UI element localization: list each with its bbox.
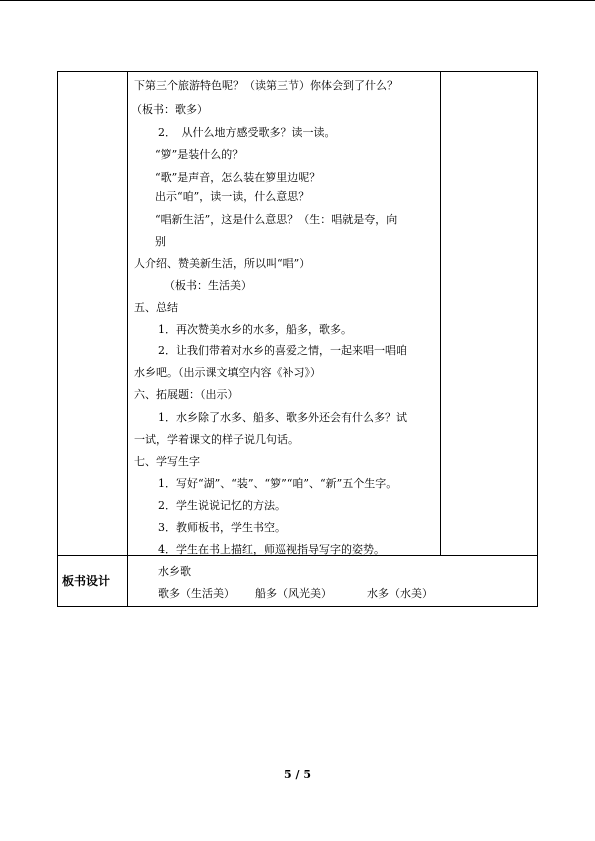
board-item: 船多（风光美） bbox=[255, 587, 332, 600]
lesson-line: 1．再次赞美水乡的水多，船多，歌多。 bbox=[158, 323, 352, 336]
table-border-right bbox=[537, 71, 538, 607]
lesson-line: 2．让我们带着对水乡的喜爱之情，一起来唱一唱咱 bbox=[158, 344, 407, 357]
lesson-table bbox=[57, 71, 538, 607]
lesson-line: 4．学生在书上描红，师巡视指导写字的姿势。 bbox=[158, 543, 385, 556]
lesson-line: 水乡吧。（出示课文填空内容《补习》） bbox=[134, 366, 321, 379]
table-border-top bbox=[57, 71, 538, 72]
table-divider-notes bbox=[440, 71, 441, 555]
lesson-line: “箩”是装什么的？ bbox=[155, 148, 244, 161]
lesson-line: 1．水乡除了水多、船多、歌多外还会有什么多？试 bbox=[158, 411, 407, 424]
lesson-line: 2．学生说说记忆的方法。 bbox=[158, 499, 286, 512]
board-item: 水多（水美） bbox=[367, 587, 433, 600]
section-heading: 六、拓展题：（出示） bbox=[134, 388, 239, 401]
table-border-left bbox=[57, 71, 58, 607]
lesson-line: （板书：歌多） bbox=[131, 103, 208, 116]
section-heading: 五、总结 bbox=[134, 301, 178, 314]
lesson-line: （板书：生活美） bbox=[164, 279, 252, 292]
table-border-bottom bbox=[57, 606, 538, 607]
lesson-line: 一试，学着课文的样子说几句话。 bbox=[134, 433, 299, 446]
lesson-line: 人介绍、赞美新生活，所以叫“唱”） bbox=[134, 257, 311, 270]
lesson-line: “歌”是声音，怎么装在箩里边呢？ bbox=[155, 171, 321, 184]
lesson-line: 1．写好“湖”、“装”、“箩”“咱”、“新”五个生字。 bbox=[158, 477, 398, 490]
section-heading: 七、学写生字 bbox=[134, 455, 200, 468]
lesson-line: 下第三个旅游特色呢？（读第三节）你体会到了什么？ bbox=[134, 79, 398, 92]
page-top-rule bbox=[0, 0, 595, 1]
board-item: 歌多（生活美） bbox=[158, 587, 235, 600]
lesson-line: 别 bbox=[155, 235, 166, 248]
page-number: 5 / 5 bbox=[284, 768, 311, 781]
lesson-line: 2． 从什么地方感受歌多？读一读。 bbox=[158, 126, 336, 139]
table-divider-label bbox=[127, 71, 128, 607]
board-design-label: 板书设计 bbox=[62, 574, 111, 588]
lesson-line: 出示“咱”，读一读，什么意思？ bbox=[155, 190, 310, 203]
board-title: 水乡歌 bbox=[158, 565, 191, 578]
lesson-line: “唱新生活”，这是什么意思？（生：唱就是夸，向 bbox=[155, 213, 398, 226]
lesson-line: 3．教师板书，学生书空。 bbox=[158, 521, 286, 534]
